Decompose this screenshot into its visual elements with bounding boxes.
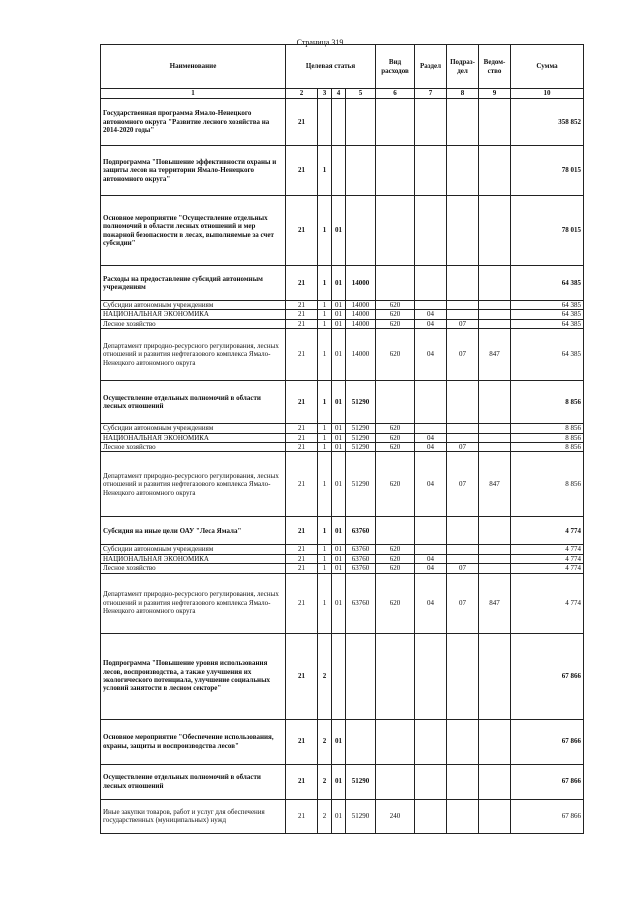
row-expense-type (376, 719, 415, 764)
row-department (479, 266, 511, 301)
row-target-program: 21 (286, 266, 318, 301)
row-section (415, 719, 447, 764)
table-row (101, 545, 584, 554)
row-sum: 64 385 (511, 329, 584, 381)
row-target-event: 01 (332, 196, 346, 266)
row-expense-type: 620 (376, 301, 415, 310)
row-sum: 64 385 (511, 310, 584, 319)
row-sum: 4 774 (511, 564, 584, 573)
row-sum: 67 866 (511, 799, 584, 833)
row-department: 847 (479, 452, 511, 517)
row-target-event: 01 (332, 301, 346, 310)
column-number: 10 (511, 89, 584, 99)
row-sum: 8 856 (511, 381, 584, 424)
row-name: Лесное хозяйство (101, 564, 286, 573)
row-department (479, 554, 511, 563)
row-section: 04 (415, 433, 447, 442)
row-target-subprogram: 1 (318, 424, 332, 433)
row-department (479, 310, 511, 319)
header-section: Раздел (415, 45, 447, 89)
column-number: 2 (286, 89, 318, 99)
row-expense-type: 620 (376, 452, 415, 517)
row-target-subprogram: 1 (318, 319, 332, 328)
row-department (479, 424, 511, 433)
row-section (415, 196, 447, 266)
row-name: Субсидии автономным учреждениям (101, 424, 286, 433)
row-target-event: 01 (332, 564, 346, 573)
row-name: Лесное хозяйство (101, 442, 286, 451)
table-row (101, 764, 584, 799)
row-expense-type: 620 (376, 554, 415, 563)
table-row (101, 99, 584, 146)
row-subsection: 07 (447, 319, 479, 328)
row-department (479, 764, 511, 799)
row-section (415, 99, 447, 146)
row-target-event: 01 (332, 517, 346, 545)
row-sum: 67 866 (511, 633, 584, 719)
row-department (479, 301, 511, 310)
row-department (479, 319, 511, 328)
row-target-event (332, 146, 346, 196)
row-expense-type (376, 266, 415, 301)
row-target-event: 01 (332, 433, 346, 442)
row-expense-type: 620 (376, 442, 415, 451)
row-target-event (332, 633, 346, 719)
row-subsection (447, 719, 479, 764)
row-sum: 67 866 (511, 719, 584, 764)
row-target-subprogram: 1 (318, 573, 332, 633)
row-target-subprogram: 2 (318, 799, 332, 833)
row-target-subprogram: 1 (318, 266, 332, 301)
row-name: Департамент природно-ресурсного регулирования, лесных отношений и развития нефтегазового комплекса Ямало-Ненецкого автономного округа (101, 329, 286, 381)
table-row (101, 517, 584, 545)
row-target-program: 21 (286, 424, 318, 433)
column-number: 8 (447, 89, 479, 99)
row-target-subprogram: 1 (318, 517, 332, 545)
row-expense-type: 620 (376, 424, 415, 433)
row-section (415, 633, 447, 719)
row-target-program: 21 (286, 329, 318, 381)
table-row (101, 633, 584, 719)
row-target-program: 21 (286, 433, 318, 442)
table-row (101, 146, 584, 196)
row-expense-type (376, 196, 415, 266)
table-row (101, 564, 584, 573)
row-target-direction (346, 633, 376, 719)
header-expense-type: Вид расходов (376, 45, 415, 89)
table-row (101, 433, 584, 442)
row-name: НАЦИОНАЛЬНАЯ ЭКОНОМИКА (101, 310, 286, 319)
row-subsection: 07 (447, 573, 479, 633)
row-target-subprogram: 1 (318, 564, 332, 573)
row-subsection (447, 196, 479, 266)
row-target-program: 21 (286, 146, 318, 196)
row-expense-type: 620 (376, 329, 415, 381)
row-target-program: 21 (286, 764, 318, 799)
header-target-article: Целевая статья (286, 45, 376, 89)
row-target-direction: 14000 (346, 310, 376, 319)
row-department: 847 (479, 573, 511, 633)
row-subsection (447, 554, 479, 563)
row-target-direction: 14000 (346, 329, 376, 381)
row-target-subprogram: 1 (318, 301, 332, 310)
row-section: 04 (415, 329, 447, 381)
row-target-subprogram: 1 (318, 452, 332, 517)
column-number: 9 (479, 89, 511, 99)
row-target-event: 01 (332, 329, 346, 381)
row-sum: 4 774 (511, 545, 584, 554)
column-number: 3 (318, 89, 332, 99)
row-target-direction: 63760 (346, 517, 376, 545)
row-target-event: 01 (332, 310, 346, 319)
header-row (101, 45, 584, 89)
row-target-event: 01 (332, 764, 346, 799)
row-department: 847 (479, 329, 511, 381)
row-target-direction (346, 99, 376, 146)
row-subsection (447, 517, 479, 545)
row-department (479, 633, 511, 719)
row-section (415, 545, 447, 554)
row-expense-type (376, 633, 415, 719)
row-subsection: 07 (447, 564, 479, 573)
column-number: 6 (376, 89, 415, 99)
row-name: Расходы на предоставление субсидий автономным учреждениям (101, 266, 286, 301)
row-target-subprogram: 1 (318, 310, 332, 319)
row-target-program: 21 (286, 381, 318, 424)
table-row (101, 442, 584, 451)
row-sum: 8 856 (511, 442, 584, 451)
row-target-program: 21 (286, 564, 318, 573)
row-name: Лесное хозяйство (101, 319, 286, 328)
row-section: 04 (415, 564, 447, 573)
table-row (101, 196, 584, 266)
row-sum: 67 866 (511, 764, 584, 799)
row-section (415, 146, 447, 196)
table-row (101, 266, 584, 301)
row-subsection (447, 381, 479, 424)
row-target-subprogram: 1 (318, 554, 332, 563)
row-target-program: 21 (286, 310, 318, 319)
header-name: Наименование (101, 45, 286, 89)
row-target-direction: 63760 (346, 573, 376, 633)
table-row (101, 310, 584, 319)
row-target-event: 01 (332, 573, 346, 633)
row-name: Субсидии автономным учреждениям (101, 545, 286, 554)
row-target-direction: 51290 (346, 442, 376, 451)
row-section (415, 517, 447, 545)
row-sum: 4 774 (511, 554, 584, 563)
row-expense-type (376, 381, 415, 424)
row-section (415, 799, 447, 833)
row-sum: 4 774 (511, 517, 584, 545)
table-row (101, 381, 584, 424)
row-department (479, 99, 511, 146)
row-target-direction: 14000 (346, 319, 376, 328)
row-target-subprogram: 1 (318, 545, 332, 554)
table-row (101, 301, 584, 310)
row-expense-type (376, 146, 415, 196)
row-target-event: 01 (332, 719, 346, 764)
row-target-program: 21 (286, 517, 318, 545)
table-row (101, 799, 584, 833)
row-subsection (447, 433, 479, 442)
row-subsection: 07 (447, 442, 479, 451)
row-target-event: 01 (332, 381, 346, 424)
row-target-program: 21 (286, 545, 318, 554)
row-target-program: 21 (286, 442, 318, 451)
row-sum: 358 852 (511, 99, 584, 146)
row-target-subprogram: 1 (318, 433, 332, 442)
row-sum: 4 774 (511, 573, 584, 633)
row-expense-type (376, 99, 415, 146)
row-department (479, 799, 511, 833)
row-target-direction: 51290 (346, 799, 376, 833)
row-subsection (447, 424, 479, 433)
row-name: Основное мероприятие "Обеспечение использования, охраны, защиты и воспроизводства лесов" (101, 719, 286, 764)
table-row (101, 554, 584, 563)
row-sum: 8 856 (511, 452, 584, 517)
row-section (415, 424, 447, 433)
row-target-program: 21 (286, 301, 318, 310)
row-department (479, 719, 511, 764)
table-row (101, 573, 584, 633)
row-target-subprogram: 2 (318, 719, 332, 764)
row-department (479, 381, 511, 424)
row-sum: 64 385 (511, 301, 584, 310)
row-sum: 78 015 (511, 146, 584, 196)
row-target-program: 21 (286, 196, 318, 266)
header-department: Ведом-ство (479, 45, 511, 89)
table-row (101, 319, 584, 328)
row-target-event: 01 (332, 554, 346, 563)
row-target-direction: 63760 (346, 564, 376, 573)
row-target-event (332, 99, 346, 146)
row-target-program: 21 (286, 99, 318, 146)
row-department (479, 545, 511, 554)
row-sum: 8 856 (511, 433, 584, 442)
table-row (101, 452, 584, 517)
row-subsection (447, 301, 479, 310)
row-name: Основное мероприятие "Осуществление отдельных полномочий в области лесных отношений и мер пожарной безопасности в лесах, выполняемые за счет субсидии" (101, 196, 286, 266)
row-name: Осуществление отдельных полномочий в области лесных отношений (101, 764, 286, 799)
row-department (479, 442, 511, 451)
row-sum: 78 015 (511, 196, 584, 266)
row-section: 04 (415, 554, 447, 563)
row-target-direction: 63760 (346, 554, 376, 563)
column-number: 7 (415, 89, 447, 99)
row-section (415, 266, 447, 301)
row-expense-type: 620 (376, 310, 415, 319)
row-target-direction (346, 719, 376, 764)
row-expense-type: 620 (376, 319, 415, 328)
row-section: 04 (415, 310, 447, 319)
column-number-row (101, 89, 584, 99)
row-target-direction: 14000 (346, 266, 376, 301)
row-subsection: 07 (447, 452, 479, 517)
row-name: Департамент природно-ресурсного регулирования, лесных отношений и развития нефтегазового комплекса Ямало-Ненецкого автономного округа (101, 452, 286, 517)
row-section (415, 764, 447, 799)
row-target-program: 21 (286, 554, 318, 563)
row-target-direction (346, 196, 376, 266)
row-target-direction: 51290 (346, 433, 376, 442)
row-target-subprogram: 1 (318, 329, 332, 381)
row-name: Подпрограмма "Повышение уровня использования лесов, воспроизводства, а также улучшения их экологического потенциала, улучшение социальных условий занятости в лесном секторе" (101, 633, 286, 719)
row-subsection (447, 764, 479, 799)
row-target-program: 21 (286, 799, 318, 833)
row-target-subprogram: 1 (318, 146, 332, 196)
table-row (101, 719, 584, 764)
row-expense-type: 620 (376, 564, 415, 573)
row-target-subprogram: 1 (318, 196, 332, 266)
row-subsection (447, 633, 479, 719)
header-subsection: Подраз-дел (447, 45, 479, 89)
row-target-program: 21 (286, 719, 318, 764)
row-target-direction: 63760 (346, 545, 376, 554)
row-section (415, 301, 447, 310)
row-target-subprogram: 2 (318, 633, 332, 719)
row-target-direction: 51290 (346, 424, 376, 433)
row-target-subprogram: 2 (318, 764, 332, 799)
row-target-program: 21 (286, 452, 318, 517)
row-target-event: 01 (332, 799, 346, 833)
row-target-direction: 51290 (346, 381, 376, 424)
row-target-direction: 51290 (346, 452, 376, 517)
column-number: 1 (101, 89, 286, 99)
row-name: НАЦИОНАЛЬНАЯ ЭКОНОМИКА (101, 554, 286, 563)
row-name: Подпрограмма "Повышение эффективности охраны и защиты лесов на территории Ямало-Ненецкого автономного округа" (101, 146, 286, 196)
row-sum: 64 385 (511, 266, 584, 301)
row-name: Государственная программа Ямало-Ненецкого автономного округа "Развитие лесного хозяйства на 2014-2020 годы" (101, 99, 286, 146)
row-subsection: 07 (447, 329, 479, 381)
page-number: Страница 319 (296, 38, 344, 47)
row-subsection (447, 545, 479, 554)
row-department (479, 517, 511, 545)
row-target-program: 21 (286, 319, 318, 328)
row-expense-type: 240 (376, 799, 415, 833)
row-section: 04 (415, 452, 447, 517)
row-target-direction (346, 146, 376, 196)
row-target-event: 01 (332, 452, 346, 517)
row-subsection (447, 799, 479, 833)
column-number: 5 (346, 89, 376, 99)
row-department (479, 146, 511, 196)
row-subsection (447, 146, 479, 196)
row-section: 04 (415, 319, 447, 328)
row-expense-type (376, 517, 415, 545)
column-number: 4 (332, 89, 346, 99)
row-subsection (447, 266, 479, 301)
row-subsection (447, 99, 479, 146)
row-target-subprogram (318, 99, 332, 146)
row-expense-type: 620 (376, 573, 415, 633)
row-target-direction: 14000 (346, 301, 376, 310)
row-sum: 8 856 (511, 424, 584, 433)
row-target-program: 21 (286, 573, 318, 633)
header-sum: Сумма (511, 45, 584, 89)
row-name: НАЦИОНАЛЬНАЯ ЭКОНОМИКА (101, 433, 286, 442)
row-target-direction: 51290 (346, 764, 376, 799)
row-name: Осуществление отдельных полномочий в области лесных отношений (101, 381, 286, 424)
row-target-subprogram: 1 (318, 381, 332, 424)
table-row (101, 329, 584, 381)
row-target-event: 01 (332, 442, 346, 451)
row-target-subprogram: 1 (318, 442, 332, 451)
row-section: 04 (415, 442, 447, 451)
row-target-event: 01 (332, 424, 346, 433)
table-row (101, 424, 584, 433)
row-target-event: 01 (332, 319, 346, 328)
row-name: Иные закупки товаров, работ и услуг для обеспечения государственных (муниципальных) нужд (101, 799, 286, 833)
row-target-event: 01 (332, 545, 346, 554)
row-department (479, 433, 511, 442)
row-section (415, 381, 447, 424)
row-name: Субсидия на иные цели ОАУ "Леса Ямала" (101, 517, 286, 545)
row-target-event: 01 (332, 266, 346, 301)
row-expense-type: 620 (376, 545, 415, 554)
row-target-program: 21 (286, 633, 318, 719)
row-department (479, 196, 511, 266)
row-expense-type: 620 (376, 433, 415, 442)
row-sum: 64 385 (511, 319, 584, 328)
budget-table (100, 44, 584, 834)
row-department (479, 564, 511, 573)
row-name: Департамент природно-ресурсного регулирования, лесных отношений и развития нефтегазового комплекса Ямало-Ненецкого автономного округа (101, 573, 286, 633)
row-expense-type (376, 764, 415, 799)
row-subsection (447, 310, 479, 319)
row-name: Субсидии автономным учреждениям (101, 301, 286, 310)
row-section: 04 (415, 573, 447, 633)
